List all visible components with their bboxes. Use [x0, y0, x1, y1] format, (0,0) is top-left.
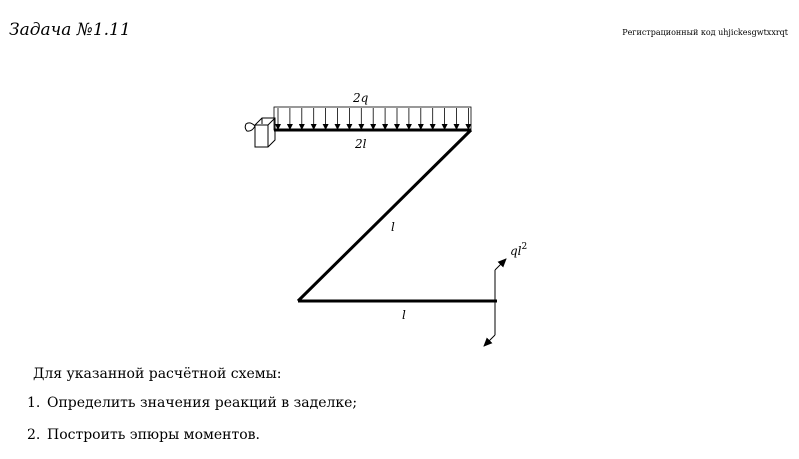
task-number: 1.	[27, 395, 41, 411]
distributed-load	[274, 107, 471, 130]
task-list	[27, 395, 357, 459]
registration-code: Регистрационный код uhjickesgwtxxrqt	[622, 28, 788, 37]
moment-label	[510, 242, 527, 258]
task-item	[27, 427, 357, 459]
page-title: Задача №1.11	[9, 20, 131, 40]
bottom-span-label: l	[402, 308, 406, 322]
task-item	[27, 395, 357, 427]
diagonal-label: l	[391, 220, 395, 234]
task-number: 2.	[27, 427, 41, 443]
task-text: Определить значения реакций в заделке;	[47, 395, 358, 411]
load-label: 2q	[353, 91, 369, 105]
moment-label-exp: 2	[521, 242, 528, 252]
fixed-support	[245, 118, 275, 147]
moment-label-base: ql	[510, 244, 522, 258]
top-span-label: 2l	[355, 137, 367, 151]
task-text: Построить эпюры моментов.	[47, 427, 261, 443]
task-intro: Для указанной расчётной схемы:	[33, 366, 282, 382]
diagonal-member	[298, 130, 471, 301]
